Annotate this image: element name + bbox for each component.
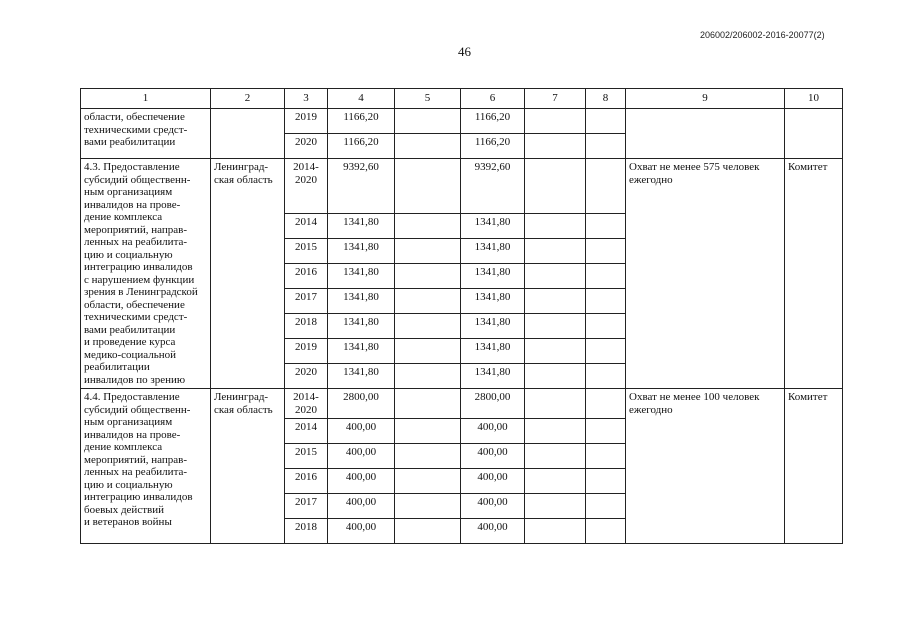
amount-regional-cell: 9392,60 <box>461 159 525 214</box>
year-cell: 2017 <box>285 289 328 314</box>
amount-regional-cell: 1341,80 <box>461 289 525 314</box>
executor-cell: Комитет <box>785 159 843 389</box>
amount-total-cell: 400,00 <box>328 444 395 469</box>
amount-other-cell <box>586 134 626 159</box>
amount-other-cell <box>586 364 626 389</box>
amount-total-cell: 1166,20 <box>328 109 395 134</box>
amount-regional-cell: 400,00 <box>461 444 525 469</box>
amount-federal-cell <box>395 214 461 239</box>
text-line: ным организациям <box>84 416 173 428</box>
text-line: инвалидов по зрению <box>84 373 186 386</box>
text-line: Ленинград- <box>214 161 269 173</box>
text-line: Охват не менее 100 человек <box>629 391 760 403</box>
text-line: Ленинград- <box>214 391 269 403</box>
text-line: зрения в Ленинградской <box>84 286 198 298</box>
amount-other-cell <box>586 214 626 239</box>
text-line: техническими средст- <box>84 123 188 136</box>
measure-description <box>81 389 211 544</box>
text-line: ежегодно <box>629 403 673 416</box>
amount-federal-cell <box>395 494 461 519</box>
amount-total-cell: 1341,80 <box>328 339 395 364</box>
executor-cell: Комитет <box>785 389 843 544</box>
text-line: медико-социальной <box>84 348 177 361</box>
amount-total-cell: 2800,00 <box>328 389 395 419</box>
year-cell: 2018 <box>285 314 328 339</box>
year-cell: 2019 <box>285 339 328 364</box>
table-row <box>81 109 843 134</box>
amount-regional-cell: 2800,00 <box>461 389 525 419</box>
amount-federal-cell <box>395 389 461 419</box>
text-line: субсидий общественн- <box>84 403 191 416</box>
amount-local-cell <box>525 444 586 469</box>
text-line: мероприятий, направ- <box>84 223 188 236</box>
amount-local-cell <box>525 159 586 214</box>
result-cell <box>626 109 785 159</box>
region-cell <box>211 109 285 159</box>
amount-other-cell <box>586 519 626 544</box>
year-cell: 2014 <box>285 214 328 239</box>
amount-federal-cell <box>395 314 461 339</box>
amount-total-cell: 1341,80 <box>328 214 395 239</box>
year-cell: 2019 <box>285 109 328 134</box>
measure-description <box>81 109 211 159</box>
document-id: 206002/206002-2016-20077(2) <box>700 30 825 40</box>
amount-federal-cell <box>395 364 461 389</box>
executor-cell <box>785 109 843 159</box>
text-line: интеграцию инвалидов <box>84 261 193 273</box>
program-table <box>80 88 843 544</box>
amount-local-cell <box>525 289 586 314</box>
text-line: 2014- <box>293 391 319 403</box>
amount-total-cell: 400,00 <box>328 469 395 494</box>
amount-other-cell <box>586 339 626 364</box>
year-cell: 2017 <box>285 494 328 519</box>
amount-regional-cell: 400,00 <box>461 469 525 494</box>
text-line: с нарушением функции <box>84 273 195 286</box>
amount-federal-cell <box>395 444 461 469</box>
page-number: 46 <box>458 44 471 59</box>
column-number: 10 <box>785 89 843 109</box>
text-line: ежегодно <box>629 173 673 186</box>
amount-regional-cell: 1166,20 <box>461 134 525 159</box>
text-line: и ветеранов войны <box>84 516 172 528</box>
amount-other-cell <box>586 469 626 494</box>
text-line: техническими средст- <box>84 311 188 323</box>
column-number: 1 <box>81 89 211 109</box>
amount-total-cell: 400,00 <box>328 519 395 544</box>
amount-total-cell: 1341,80 <box>328 264 395 289</box>
column-number: 8 <box>586 89 626 109</box>
amount-regional-cell: 1341,80 <box>461 214 525 239</box>
amount-total-cell: 1341,80 <box>328 239 395 264</box>
table-row <box>81 389 843 419</box>
year-cell: 2015 <box>285 444 328 469</box>
text-line: ская область <box>214 403 273 416</box>
amount-federal-cell <box>395 109 461 134</box>
text-line: цию и социальную <box>84 478 173 491</box>
amount-local-cell <box>525 389 586 419</box>
text-line: 2020 <box>295 173 317 186</box>
amount-local-cell <box>525 314 586 339</box>
text-line: ленных на реабилита- <box>84 466 188 478</box>
year-cell: 2016 <box>285 469 328 494</box>
amount-other-cell <box>586 444 626 469</box>
amount-regional-cell: 400,00 <box>461 494 525 519</box>
text-line: вами реабилитации <box>84 323 176 336</box>
text-line: реабилитации <box>84 361 150 373</box>
amount-regional-cell: 400,00 <box>461 419 525 444</box>
text-line: мероприятий, направ- <box>84 453 188 466</box>
text-line: 2014- <box>293 161 319 173</box>
amount-total-cell: 9392,60 <box>328 159 395 214</box>
amount-local-cell <box>525 519 586 544</box>
year-range-cell <box>285 389 328 419</box>
amount-total-cell: 400,00 <box>328 419 395 444</box>
text-line: и проведение курса <box>84 336 176 348</box>
measure-description <box>81 159 211 389</box>
year-cell: 2015 <box>285 239 328 264</box>
column-number: 6 <box>461 89 525 109</box>
text-line: инвалидов на прове- <box>84 198 181 211</box>
amount-local-cell <box>525 109 586 134</box>
text-line: ская область <box>214 173 273 186</box>
text-line: 4.3. Предоставление <box>84 161 180 173</box>
amount-regional-cell: 1341,80 <box>461 364 525 389</box>
result-cell <box>626 159 785 389</box>
amount-local-cell <box>525 264 586 289</box>
amount-other-cell <box>586 314 626 339</box>
column-number-row <box>81 89 843 109</box>
text-line: инвалидов на прове- <box>84 428 181 441</box>
amount-other-cell <box>586 109 626 134</box>
amount-local-cell <box>525 494 586 519</box>
text-line: области, обеспечение <box>84 298 185 311</box>
amount-regional-cell: 1341,80 <box>461 264 525 289</box>
text-line: вами реабилитации <box>84 136 176 148</box>
amount-total-cell: 1166,20 <box>328 134 395 159</box>
column-number: 5 <box>395 89 461 109</box>
amount-regional-cell: 1341,80 <box>461 339 525 364</box>
region-cell <box>211 159 285 389</box>
amount-regional-cell: 1341,80 <box>461 239 525 264</box>
text-line: ленных на реабилита- <box>84 236 188 248</box>
amount-other-cell <box>586 289 626 314</box>
amount-total-cell: 1341,80 <box>328 364 395 389</box>
amount-federal-cell <box>395 519 461 544</box>
region-cell <box>211 389 285 544</box>
amount-federal-cell <box>395 469 461 494</box>
amount-other-cell <box>586 264 626 289</box>
text-line: 2020 <box>295 403 317 416</box>
amount-local-cell <box>525 419 586 444</box>
amount-other-cell <box>586 494 626 519</box>
amount-federal-cell <box>395 419 461 444</box>
amount-federal-cell <box>395 289 461 314</box>
text-line: интеграцию инвалидов <box>84 491 193 503</box>
column-number: 4 <box>328 89 395 109</box>
amount-local-cell <box>525 134 586 159</box>
text-line: ным организациям <box>84 186 173 198</box>
text-line: цию и социальную <box>84 248 173 261</box>
amount-federal-cell <box>395 239 461 264</box>
amount-regional-cell: 400,00 <box>461 519 525 544</box>
amount-local-cell <box>525 364 586 389</box>
amount-federal-cell <box>395 134 461 159</box>
column-number: 3 <box>285 89 328 109</box>
text-line: Охват не менее 575 человек <box>629 161 760 173</box>
amount-local-cell <box>525 239 586 264</box>
year-cell: 2020 <box>285 364 328 389</box>
amount-local-cell <box>525 339 586 364</box>
column-number: 7 <box>525 89 586 109</box>
amount-federal-cell <box>395 159 461 214</box>
amount-other-cell <box>586 419 626 444</box>
text-line: субсидий общественн- <box>84 173 191 186</box>
amount-total-cell: 400,00 <box>328 494 395 519</box>
text-line: боевых действий <box>84 503 164 516</box>
text-line: 4.4. Предоставление <box>84 391 180 403</box>
amount-other-cell <box>586 239 626 264</box>
amount-federal-cell <box>395 264 461 289</box>
year-range-cell <box>285 159 328 214</box>
result-cell <box>626 389 785 544</box>
amount-other-cell <box>586 389 626 419</box>
year-cell: 2018 <box>285 519 328 544</box>
amount-total-cell: 1341,80 <box>328 289 395 314</box>
amount-federal-cell <box>395 339 461 364</box>
amount-regional-cell: 1341,80 <box>461 314 525 339</box>
amount-local-cell <box>525 214 586 239</box>
amount-other-cell <box>586 159 626 214</box>
text-line: дение комплекса <box>84 211 163 223</box>
amount-regional-cell: 1166,20 <box>461 109 525 134</box>
amount-total-cell: 1341,80 <box>328 314 395 339</box>
column-number: 2 <box>211 89 285 109</box>
year-cell: 2016 <box>285 264 328 289</box>
text-line: дение комплекса <box>84 441 163 453</box>
year-cell: 2014 <box>285 419 328 444</box>
table-row <box>81 159 843 214</box>
year-cell: 2020 <box>285 134 328 159</box>
text-line: области, обеспечение <box>84 111 185 123</box>
amount-local-cell <box>525 469 586 494</box>
column-number: 9 <box>626 89 785 109</box>
